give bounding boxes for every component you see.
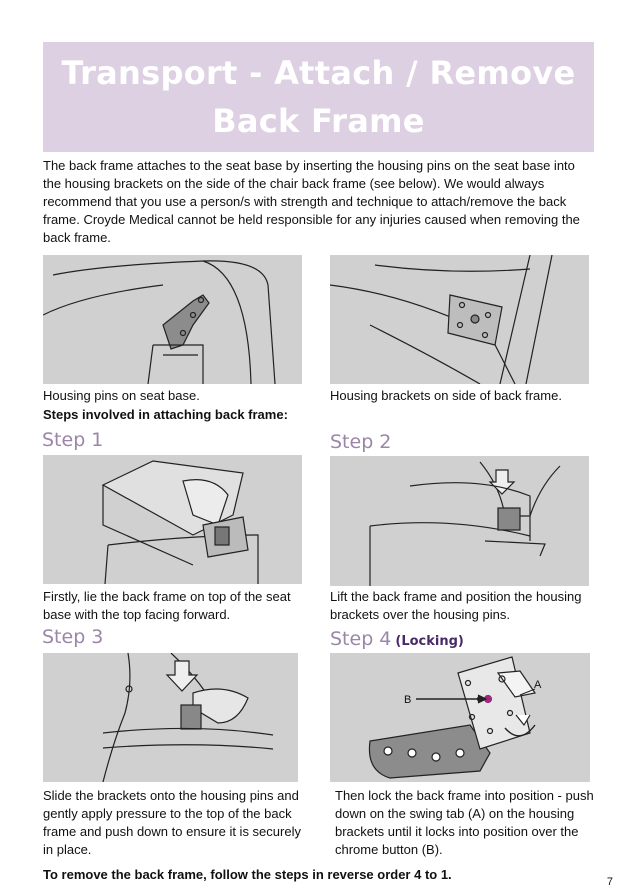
intro-paragraph: The back frame attaches to the seat base by inserting the housing pins on the seat base into the housing brackets on the side of the chair back frame (see below). We would always recommend that you use a person/s with strength and technique to attach/remove the back frame. Croyde Medical cannot be held responsible for any injuries caused when removing the back frame.: [43, 158, 580, 245]
step-4-label: Step 4: [330, 628, 392, 650]
step-4-diagram: [330, 653, 590, 782]
step-2-photo: [330, 456, 589, 586]
step-4-heading: [330, 628, 464, 653]
steps-heading: Steps involved in attaching back frame:: [43, 407, 288, 422]
housing-brackets-caption: Housing brackets on side of back frame.: [330, 388, 562, 403]
label-b: B: [404, 694, 412, 706]
step-3-heading: Step 3: [42, 626, 104, 648]
step-2-heading: Step 2: [330, 431, 392, 453]
step-1-heading: Step 1: [42, 429, 104, 451]
footer-note: To remove the back frame, follow the steps in reverse order 4 to 1.: [43, 867, 452, 882]
step-1-photo: [43, 455, 302, 584]
step-1-text: Firstly, lie the back frame on top of the seat base with the top facing forward.: [43, 589, 291, 622]
step-4-locking-label: (Locking): [395, 634, 464, 649]
title-line-2: Back Frame: [212, 102, 425, 140]
title-banner: [43, 42, 594, 152]
page-number: 7: [606, 876, 613, 888]
housing-pins-caption: Housing pins on seat base.: [43, 388, 200, 403]
housing-pins-photo: [43, 255, 302, 384]
housing-brackets-photo: [330, 255, 589, 384]
step-3-text: Slide the brackets onto the housing pins and gently apply pressure to the top of the back frame and push down to ensure it is securely in place.: [43, 788, 301, 857]
step-2-text: Lift the back frame and position the housing brackets over the housing pins.: [330, 589, 582, 622]
title-line-1: Transport - Attach / Remove: [61, 54, 576, 92]
step-3-photo: [43, 653, 298, 782]
label-a: A: [534, 679, 542, 691]
step-4-text: Then lock the back frame into position - push down on the swing tab (A) on the housing brackets until it locks into position over the chrome button (B).: [335, 788, 594, 857]
page-title: [61, 49, 575, 145]
